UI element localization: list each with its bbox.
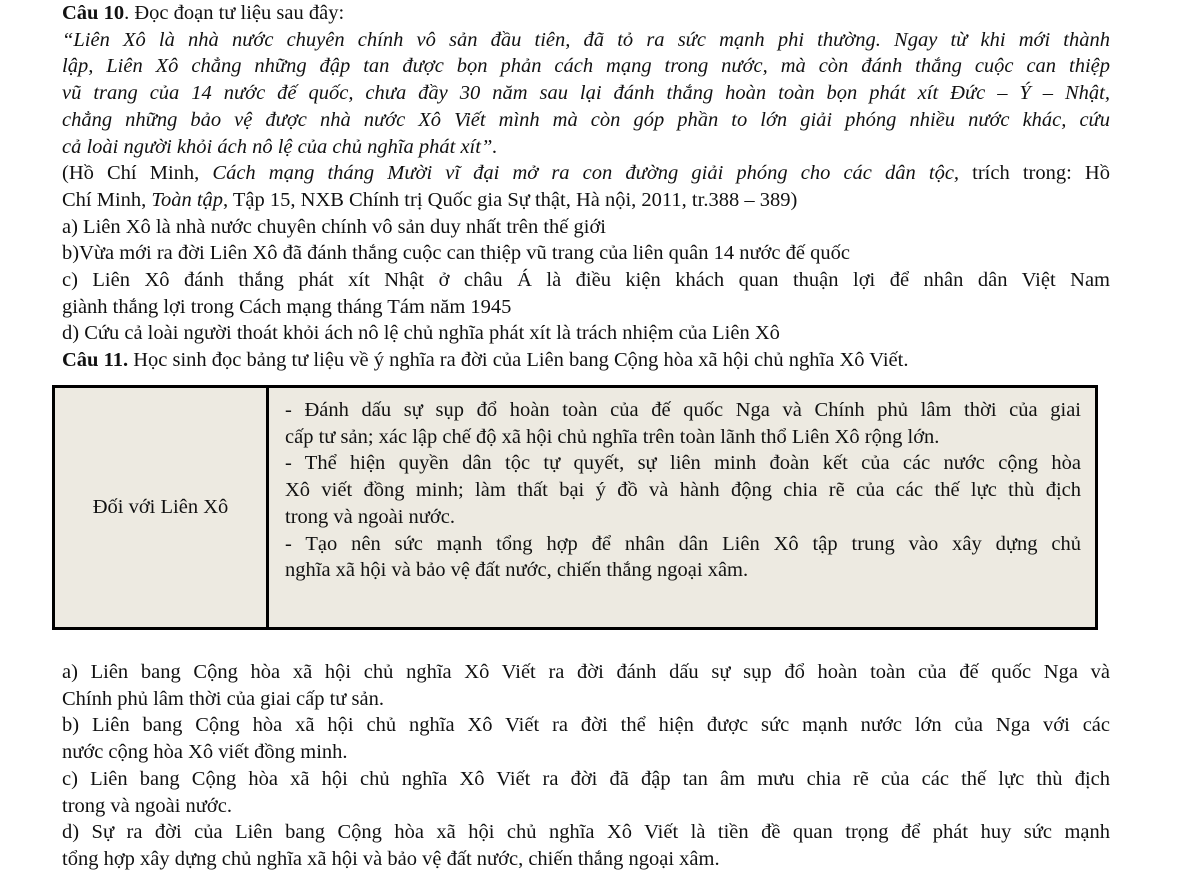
document-page <box>62 0 1110 374</box>
source-table <box>52 385 1098 630</box>
question-10-options <box>62 214 1110 348</box>
option-a-continued: Chính phủ lâm thời của giai cấp tư sản. <box>62 687 384 710</box>
table-content-line: - Đánh dấu sự sụp đổ hoàn toàn của đế quốc Nga và Chính phủ lâm thời của giai <box>285 399 1081 421</box>
table-row-label: Đối với Liên Xô <box>54 387 268 629</box>
quote-line: lập, Liên Xô chẳng những đập tan được bọn phản cách mạng trong nước, mà còn đánh thắng cuộc can thiệp <box>62 55 1110 78</box>
question-10-number: Câu 10 <box>62 2 125 24</box>
quote-line: cả loài người khỏi ách nô lệ của chủ nghĩa phát xít”. <box>62 135 498 158</box>
option-d: d) Sự ra đời của Liên bang Cộng hòa xã hội chủ nghĩa Xô Viết là tiền đề quan trọng để phát huy sức mạnh <box>62 821 1110 844</box>
option-c-continued: trong và ngoài nước. <box>62 794 232 817</box>
option-b: b) Liên bang Cộng hòa xã hội chủ nghĩa Xô Viết ra đời thể hiện được sức mạnh nước lớn của Nga với các <box>62 714 1110 737</box>
question-11-options <box>62 659 1110 873</box>
option-b: b)Vừa mới ra đời Liên Xô đã đánh thắng cuộc can thiệp vũ trang của liên quân 14 nước đế quốc <box>62 242 850 265</box>
source-collection: Toàn tập <box>151 188 224 211</box>
question-11-prompt: Học sinh đọc bảng tư liệu về ý nghĩa ra đời của Liên bang Cộng hòa xã hội chủ nghĩa Xô Viết. <box>128 349 909 372</box>
table-content-line: Xô viết đồng minh; làm thất bại ý đồ và hành động chia rẽ của các thế lực thù địch <box>285 479 1081 502</box>
option-b-continued: nước cộng hòa Xô viết đồng minh. <box>62 741 348 764</box>
option-a: a) Liên bang Cộng hòa xã hội chủ nghĩa Xô Viết ra đời đánh dấu sự sụp đổ hoàn toàn của đế quốc Nga và <box>62 661 1110 683</box>
option-c: c) Liên bang Cộng hòa xã hội chủ nghĩa Xô Viết ra đời đã đập tan âm mưu chia rẽ của các thế lực thù địch <box>62 767 1110 790</box>
table-content-line: - Tạo nên sức mạnh tổng hợp để nhân dân Liên Xô tập trung vào xây dựng chủ <box>285 532 1081 555</box>
source-excerpt: trích trong: Hồ <box>959 162 1110 185</box>
quote-line: “Liên Xô là nhà nước chuyên chính vô sản đầu tiên, đã tỏ ra sức mạnh phi thường. Ngay từ khi mới thành <box>62 28 1110 51</box>
source-line-2 <box>62 187 1110 214</box>
option-c: c) Liên Xô đánh thắng phát xít Nhật ở châu Á là điều kiện khách quan thuận lợi để nhân dân Việt Nam <box>62 269 1110 292</box>
table-row <box>54 387 1097 629</box>
table-row-content <box>268 387 1097 629</box>
question-11-heading <box>62 347 1110 374</box>
table-content-line: cấp tư sản; xác lập chế độ xã hội chủ nghĩa trên toàn lãnh thổ Liên Xô rộng lớn. <box>285 425 940 448</box>
source-author-2: Chí Minh, <box>62 188 152 211</box>
question-11-number: Câu 11. <box>62 349 129 372</box>
source-author: (Hồ Chí Minh, <box>62 162 213 185</box>
source-work-title: Cách mạng tháng Mười vĩ đại mở ra con đường giải phóng cho các dân tộc, <box>212 162 960 185</box>
quote-line: vũ trang của 14 nước đế quốc, chưa đầy 30 năm sau lại đánh thắng hoàn toàn bọn phát xít Đức – Ý – Nhật, <box>62 82 1110 105</box>
source-line-1 <box>62 160 1110 187</box>
quote-line: chẳng những bảo vệ được nhà nước Xô Viết mình mà còn góp phần to lớn giải phóng nhiều nước khác, cứu <box>62 108 1110 131</box>
question-10-prompt: . Đọc đoạn tư liệu sau đây: <box>124 2 345 24</box>
question-10-source <box>62 160 1110 213</box>
table-content-line: nghĩa xã hội và bảo vệ đất nước, chiến thắng ngoại xâm. <box>285 559 749 582</box>
option-d-continued: tổng hợp xây dựng chủ nghĩa xã hội và bảo vệ đất nước, chiến thắng ngoại xâm. <box>62 847 720 870</box>
option-a: a) Liên Xô là nhà nước chuyên chính vô sản duy nhất trên thế giới <box>62 215 607 238</box>
source-details: , Tập 15, NXB Chính trị Quốc gia Sự thật, Hà nội, 2011, tr.388 – 389) <box>223 188 798 211</box>
table-content-line: trong và ngoài nước. <box>285 505 455 528</box>
option-d: d) Cứu cả loài người thoát khỏi ách nô lệ chủ nghĩa phát xít là trách nhiệm của Liên Xô <box>62 322 780 345</box>
option-c-continued: giành thắng lợi trong Cách mạng tháng Tám năm 1945 <box>62 295 512 318</box>
question-10-quote <box>62 27 1110 161</box>
table-content-line: - Thể hiện quyền dân tộc tự quyết, sự liên minh đoàn kết của các nước cộng hòa <box>285 452 1081 475</box>
question-10-heading <box>62 0 1110 27</box>
